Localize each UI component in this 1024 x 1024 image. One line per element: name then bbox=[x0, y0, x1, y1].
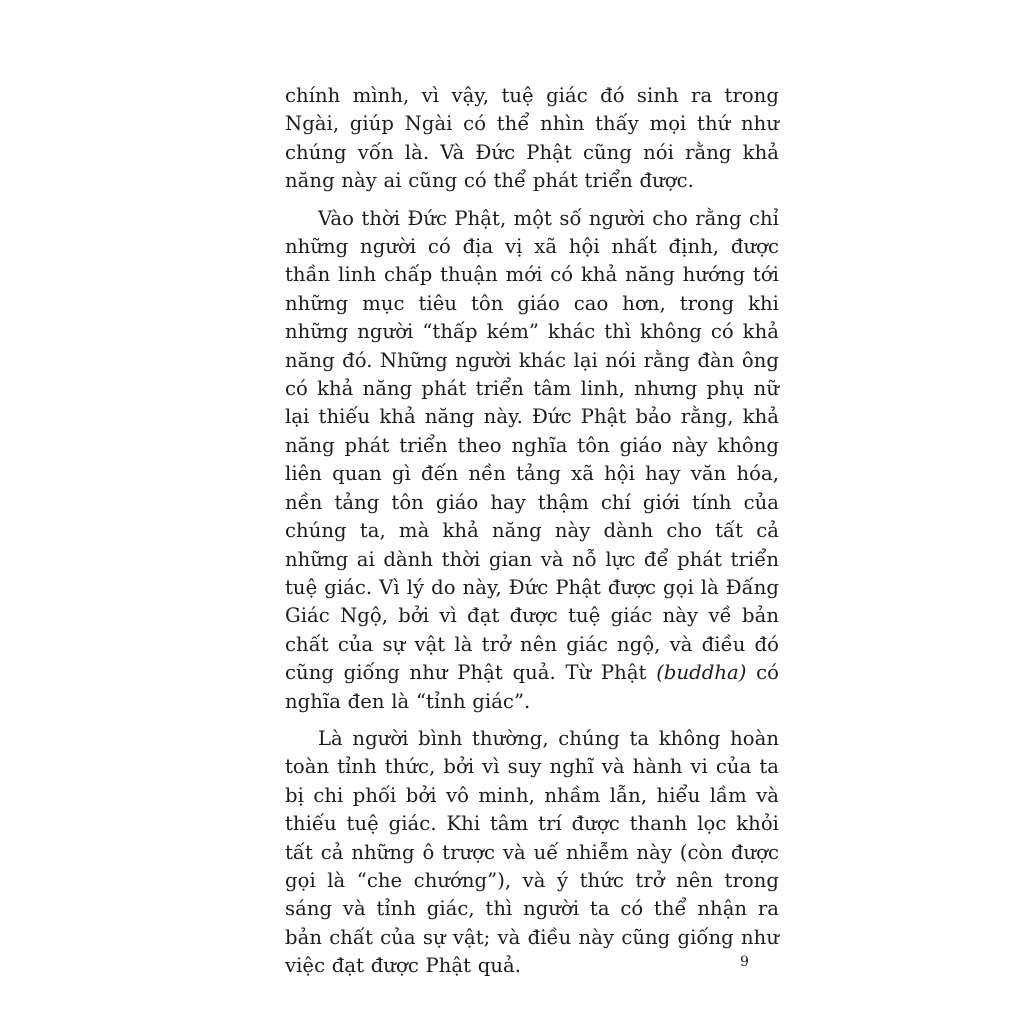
paragraph-text: Vào thời Đức Phật, một số người cho rằng chỉ những người có địa vị xã hội nhất định, được thần linh chấp thuận mới có khả năng hướng tới những mục tiêu tôn giáo cao hơn, trong khi những người “thấp kém” khác thì không có khả năng đó. Những người khác lại nói rằng đàn ông có khả năng phát triển tâm linh, nhưng phụ nữ lại thiếu khả năng này. Đức Phật bảo rằng, khả năng phát triển theo nghĩa tôn giáo này không liên quan gì đến nền tảng xã hội hay văn hóa, nền tảng tôn giáo hay thậm chí giới tính của chúng ta, mà khả năng này dành cho tất cả những ai dành thời gian và nỗ lực để phát triển tuệ giác. Vì lý do này, Đức Phật được gọi là Đấng Giác Ngộ, bởi vì đạt được tuệ giác này về bản chất của sự vật là trở nên giác ngộ, và điều đó cũng giống như Phật quả. Từ Phật bbox=[285, 206, 779, 685]
paragraph-continuation: chính mình, vì vậy, tuệ giác đó sinh ra trong Ngài, giúp Ngài có thể nhìn thấy mọi thứ như chúng vốn là. Và Đức Phật cũng nói rằng khả năng này ai cũng có thể phát triển được. bbox=[285, 84, 779, 193]
page-number: 9 bbox=[740, 954, 749, 970]
paragraph-ordinary-people: Là người bình thường, chúng ta không hoàn toàn tỉnh thức, bởi vì suy nghĩ và hành vi của ta bị chi phối bởi vô minh, nhầm lẫn, hiểu lầm và thiếu tuệ giác. Khi tâm trí được thanh lọc khỏi tất cả những ô trược và uế nhiễm này (còn được gọi là “che chướng”), và ý thức trở nên trong sáng và tỉnh giác, thì người ta có thể nhận ra bản chất của sự vật; và điều này cũng giống như việc đạt được Phật quả. bbox=[285, 726, 779, 978]
italic-term-buddha: (buddha) bbox=[656, 661, 747, 685]
paragraph-text-end: có nghĩa đen là “tỉnh giác”. bbox=[285, 661, 780, 713]
paragraph-buddha-time bbox=[285, 205, 779, 716]
book-page-body bbox=[285, 82, 780, 978]
